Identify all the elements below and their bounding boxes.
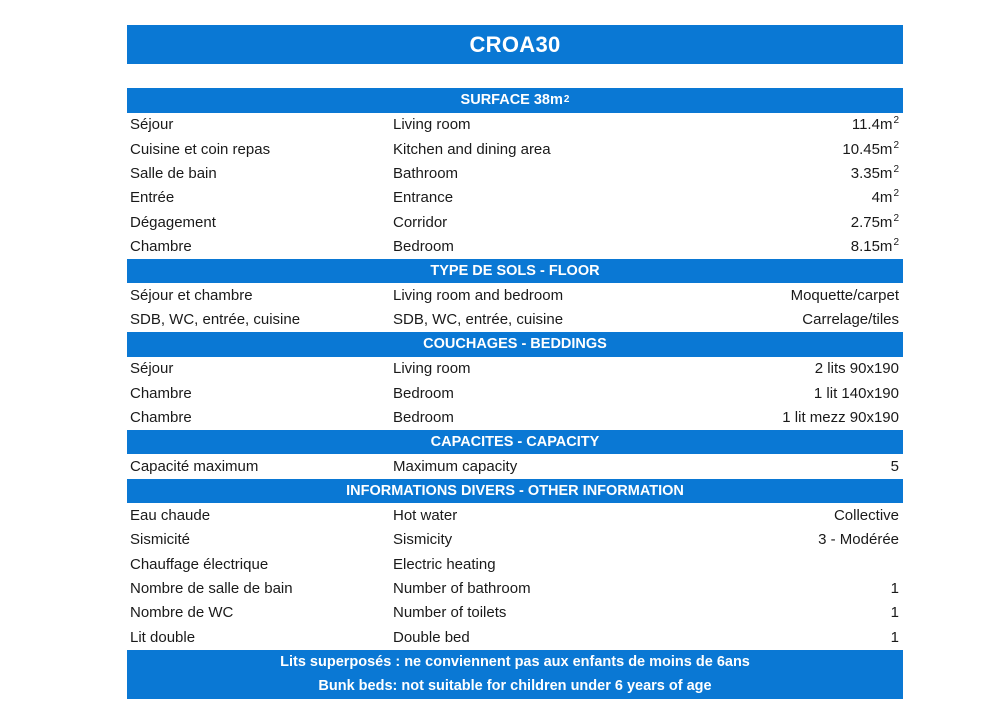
label-fr: Chambre [130, 238, 192, 256]
table-row [127, 283, 903, 307]
value: Collective [833, 506, 899, 524]
table-row [127, 234, 903, 258]
table-row [127, 454, 903, 478]
label-en: Hot water [393, 506, 458, 524]
table-row [127, 625, 903, 649]
label-en: Double bed [393, 628, 470, 646]
section-header-other: INFORMATIONS DIVERS - OTHER INFORMATION [127, 479, 903, 504]
label-fr: Chauffage électrique [130, 555, 269, 573]
label-en: Living room [393, 360, 471, 378]
label-en: Number of bathroom [393, 580, 531, 598]
value: Moquette/carpet [790, 287, 899, 305]
value-sup: 2 [893, 237, 899, 249]
section-header-floor: TYPE DE SOLS - FLOOR [127, 259, 903, 284]
value: 3 - Modérée [818, 531, 899, 549]
label-fr: Chambre [130, 384, 192, 402]
value: 5 [890, 457, 899, 475]
info-sheet [127, 88, 903, 699]
label-fr: Sismicité [130, 531, 191, 549]
label-en: Sismicity [393, 531, 453, 549]
label-en: Bedroom [393, 409, 454, 427]
value-cell [693, 214, 903, 231]
value-cell [693, 238, 903, 255]
label-fr: SDB, WC, entrée, cuisine [130, 311, 301, 329]
value-sup: 2 [893, 188, 899, 200]
value-cell [693, 189, 903, 206]
value-cell [693, 165, 903, 182]
label-fr: Capacité maximum [130, 457, 259, 475]
label-fr: Séjour [130, 116, 174, 134]
section-header-surface: SURFACE 38m 2 [127, 88, 903, 113]
table-row [127, 601, 903, 625]
value: 4m [871, 189, 893, 207]
table-row [127, 576, 903, 600]
value: 1 lit 140x190 [813, 384, 899, 402]
table-row [127, 186, 903, 210]
note-fr: Lits superposés : ne conviennent pas aux enfants de moins de 6ans [127, 650, 903, 675]
value: 10.45m [842, 140, 893, 158]
label-en: Number of toilets [393, 604, 507, 622]
page-title: CROA30 [127, 25, 903, 64]
value-sup: 2 [893, 212, 899, 224]
label-fr: Lit double [130, 628, 196, 646]
value: 3.35m [850, 164, 893, 182]
value-cell [693, 141, 903, 158]
surface-header-text: SURFACE 38m [460, 92, 563, 109]
label-en: Entrance [393, 189, 454, 207]
label-fr: Nombre de salle de bain [130, 580, 293, 598]
table-row [127, 161, 903, 185]
label-en: Kitchen and dining area [393, 140, 551, 158]
label-en: Bathroom [393, 164, 459, 182]
label-fr: Salle de bain [130, 164, 217, 182]
table-row [127, 357, 903, 381]
label-en: SDB, WC, entrée, cuisine [393, 311, 564, 329]
label-en: Living room and bedroom [393, 287, 564, 305]
section-header-beddings: COUCHAGES - BEDDINGS [127, 332, 903, 357]
table-row [127, 137, 903, 161]
label-fr: Séjour et chambre [130, 287, 253, 305]
table-row [127, 552, 903, 576]
label-fr: Chambre [130, 409, 192, 427]
value: 1 [890, 580, 899, 598]
value: 1 lit mezz 90x190 [782, 409, 899, 427]
value: 8.15m [850, 238, 893, 256]
value: 1 [890, 604, 899, 622]
table-row [127, 503, 903, 527]
label-fr: Entrée [130, 189, 175, 207]
value-sup: 2 [893, 115, 899, 127]
label-en: Corridor [393, 213, 448, 231]
label-fr: Séjour [130, 360, 174, 378]
label-fr: Dégagement [130, 213, 216, 231]
table-row [127, 210, 903, 234]
table-row [127, 381, 903, 405]
value-sup: 2 [893, 139, 899, 151]
note-en: Bunk beds: not suitable for children under 6 years of age [127, 674, 903, 699]
label-fr: Nombre de WC [130, 604, 234, 622]
label-en: Maximum capacity [393, 457, 518, 475]
value: Carrelage/tiles [802, 311, 899, 329]
label-en: Bedroom [393, 384, 454, 402]
value-cell [693, 116, 903, 133]
value-sup: 2 [893, 163, 899, 175]
label-en: Electric heating [393, 555, 496, 573]
table-row [127, 528, 903, 552]
label-fr: Cuisine et coin repas [130, 140, 271, 158]
value: 1 [890, 628, 899, 646]
label-en: Bedroom [393, 238, 454, 256]
value: 2.75m [850, 213, 893, 231]
value: 11.4m [851, 116, 893, 134]
value: 2 lits 90x190 [814, 360, 899, 378]
label-fr: Eau chaude [130, 506, 211, 524]
section-header-capacity: CAPACITES - CAPACITY [127, 430, 903, 455]
table-row [127, 308, 903, 332]
table-row [127, 113, 903, 137]
label-en: Living room [393, 116, 471, 134]
table-row [127, 405, 903, 429]
